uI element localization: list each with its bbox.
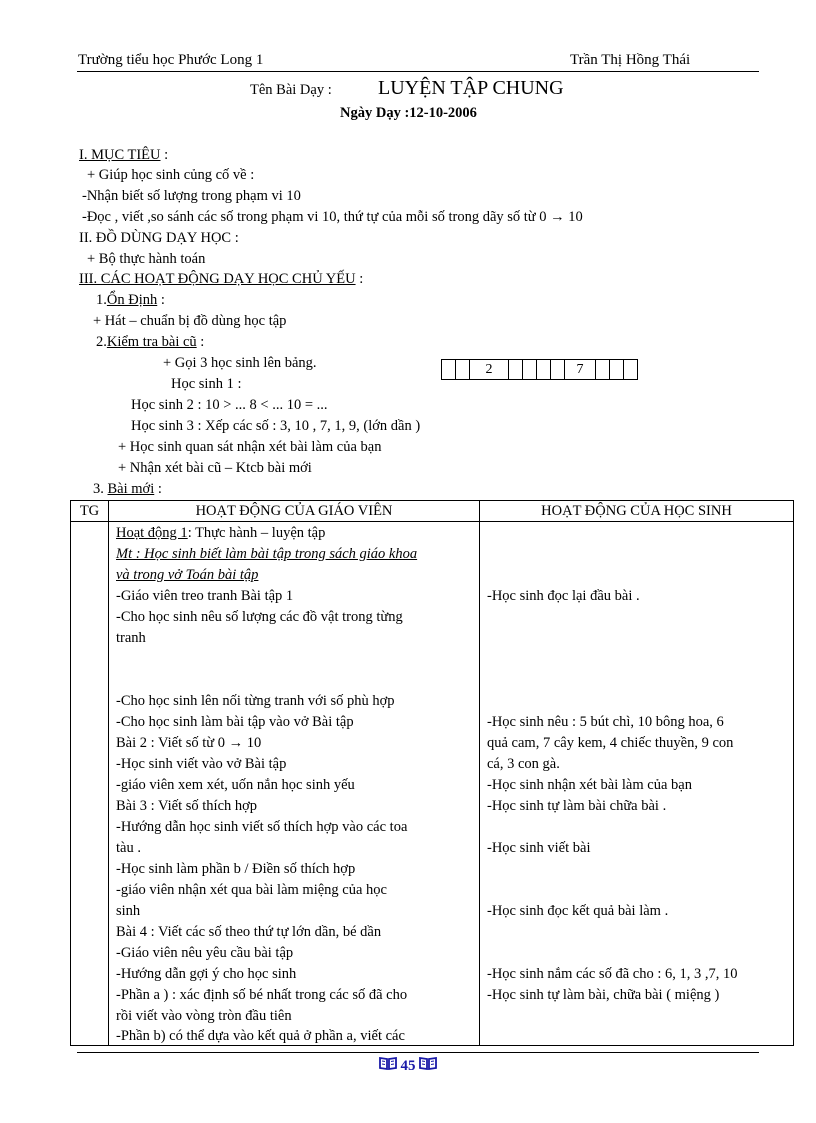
teacher-line: -giáo viên nhận xét qua bài làm miệng của học [116, 882, 387, 898]
footer-divider [77, 1052, 759, 1053]
number-box [537, 360, 551, 380]
student-line: -Học sinh nêu : 5 bút chì, 10 bông hoa, 6 [487, 714, 724, 730]
section2-line: + Bộ thực hành toán [87, 251, 206, 267]
activity-1-title: Hoạt động 1: Thực hành – luyện tập [116, 525, 326, 541]
number-box [442, 360, 456, 380]
book-icon [419, 1056, 437, 1075]
number-box [509, 360, 523, 380]
number-box [523, 360, 537, 380]
section1-line: + Giúp học sinh củng cố về : [87, 167, 255, 183]
step1-line: + Hát – chuẩn bị đồ dùng học tập [93, 313, 287, 329]
number-box: 2 [470, 360, 509, 380]
student-cell [480, 522, 794, 1046]
page-number: 45 [400, 1058, 416, 1074]
teacher-line: -Giáo viên nêu yêu cầu bài tập [116, 945, 294, 961]
section3-heading: III. CÁC HOẠT ĐỘNG DẠY HỌC CHỦ YẾU : [79, 271, 364, 287]
teacher-line: -Học sinh làm phần b / Điền số thích hợp [116, 861, 356, 877]
student-line: -Học sinh nhận xét bài làm của bạn [487, 777, 692, 793]
step1-heading: 1.Ổn Định : [96, 292, 165, 308]
step2-heading: 2.Kiểm tra bài cũ : [96, 334, 205, 350]
teacher-line: -Cho học sinh làm bài tập vào vở Bài tập [116, 714, 354, 730]
section1-heading: I. MỤC TIÊU : [79, 147, 169, 163]
student-line: cá, 3 con gà. [487, 756, 560, 772]
teacher-line: Bài 3 : Viết số thích hợp [116, 798, 258, 814]
step3-heading: 3. Bài mới : [93, 481, 162, 497]
step2-line: Học sinh 2 : 10 > ... 8 < ... 10 = ... [131, 397, 328, 413]
step2-line: + Gọi 3 học sinh lên bảng. [163, 355, 317, 371]
lesson-label: Tên Bài Dạy : [250, 82, 332, 98]
lesson-date: Ngày Dạy :12-10-2006 [340, 105, 477, 121]
objective-line: Mt : Học sinh biết làm bài tập trong sách giáo khoa [116, 546, 418, 562]
step2-line: Học sinh 1 : [171, 376, 242, 392]
teacher-line: -Phần a ) : xác định số bé nhất trong các số đã cho [116, 987, 408, 1003]
teacher-line: tranh [116, 630, 146, 646]
teacher-line: Bài 2 : Viết số từ 0 → 10 [116, 735, 262, 751]
tg-cell [71, 522, 109, 1046]
section2-heading: II. ĐỒ DÙNG DẠY HỌC : [79, 230, 239, 246]
student-line: quả cam, 7 cây kem, 4 chiếc thuyền, 9 con [487, 735, 734, 751]
number-box [610, 360, 624, 380]
teacher-cell [109, 522, 480, 1046]
teacher-name: Trần Thị Hồng Thái [570, 52, 691, 68]
teacher-line: -giáo viên xem xét, uốn nắn học sinh yếu [116, 777, 355, 793]
lesson-title: LUYỆN TẬP CHUNG [378, 77, 564, 99]
book-icon [379, 1056, 397, 1075]
teacher-line: rồi viết vào vòng tròn đầu tiên [116, 1008, 292, 1024]
header-divider [77, 71, 759, 72]
number-boxes [441, 359, 638, 380]
teacher-line: -Phần b) có thể dựa vào kết quả ở phần a, viết các [116, 1028, 405, 1044]
student-line: -Học sinh tự làm bài, chữa bài ( miệng ) [487, 987, 720, 1003]
column-header-student: HOẠT ĐỘNG CỦA HỌC SINH [480, 501, 794, 522]
objective-line: và trong vở Toán bài tập [116, 567, 259, 583]
teacher-line: -Cho học sinh lên nối từng tranh với số phù hợp [116, 693, 395, 709]
student-line: -Học sinh viết bài [487, 840, 591, 856]
teacher-line: -Hướng dẫn học sinh viết số thích hợp vào các toa [116, 819, 408, 835]
step2-line: + Nhận xét bài cũ – Ktcb bài mới [118, 460, 312, 476]
number-box [456, 360, 470, 380]
section1-line: -Nhận biết số lượng trong phạm vi 10 [82, 188, 301, 204]
student-line: -Học sinh nắm các số đã cho : 6, 1, 3 ,7, 10 [487, 966, 738, 982]
column-header-teacher: HOẠT ĐỘNG CỦA GIÁO VIÊN [109, 501, 480, 522]
number-box [624, 360, 638, 380]
teacher-line: -Giáo viên treo tranh Bài tập 1 [116, 588, 294, 604]
school-name: Trường tiểu học Phước Long 1 [78, 52, 264, 68]
student-line: -Học sinh đọc kết quả bài làm . [487, 903, 669, 919]
student-line: -Học sinh đọc lại đầu bài . [487, 588, 640, 604]
teacher-line: Bài 4 : Viết các số theo thứ tự lớn dần, bé dần [116, 924, 382, 940]
number-box: 7 [565, 360, 596, 380]
teacher-line: -Cho học sinh nêu số lượng các đồ vật trong từng [116, 609, 403, 625]
teacher-line: tàu . [116, 840, 141, 856]
column-header-tg: TG [71, 501, 109, 522]
teacher-line: -Học sinh viết vào vở Bài tập [116, 756, 287, 772]
number-box [596, 360, 610, 380]
activity-table [70, 500, 794, 1046]
step2-line: Học sinh 3 : Xếp các số : 3, 10 , 7, 1, 9, (lớn dần ) [131, 418, 421, 434]
number-box [551, 360, 565, 380]
student-line: -Học sinh tự làm bài chữa bài . [487, 798, 667, 814]
teacher-line: -Hướng dẫn gợi ý cho học sinh [116, 966, 297, 982]
page-footer [0, 1056, 816, 1075]
step2-line: + Học sinh quan sát nhận xét bài làm của bạn [118, 439, 382, 455]
teacher-line: sinh [116, 903, 141, 919]
section1-line: -Đọc , viết ,so sánh các số trong phạm vi 10, thứ tự của mỗi số trong dãy số từ 0 → 10 [82, 209, 583, 225]
